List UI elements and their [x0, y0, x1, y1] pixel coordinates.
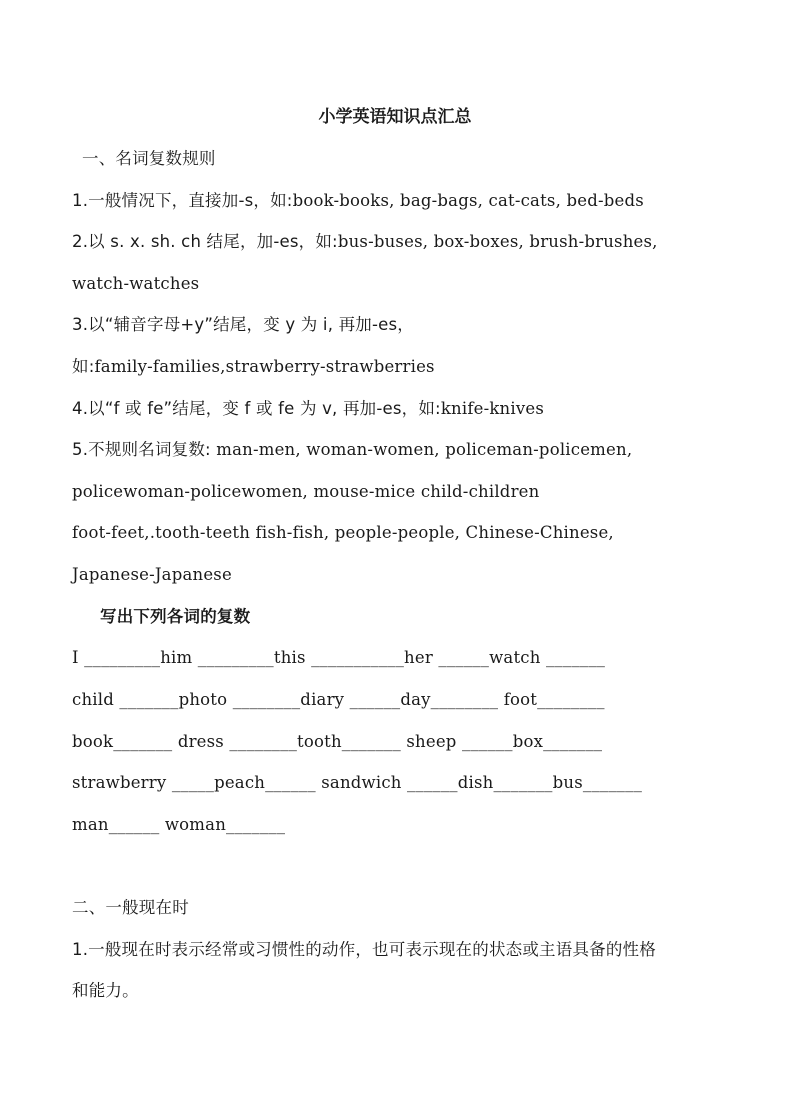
rule-2-examples-continued: watch-watches	[72, 274, 200, 293]
rule-1-lead: 1.一般情况下，直接加-s，如:	[72, 191, 293, 210]
rule-2-examples: bus-buses, box-boxes, brush-brushes,	[337, 232, 658, 251]
section-heading-present-simple: 二、一般现在时	[72, 898, 189, 917]
rule-4-examples: knife-knives	[440, 399, 545, 418]
rule-3-example-prefix: 如:	[72, 357, 95, 376]
present-simple-point-1-continued: 和能力。	[72, 981, 139, 1000]
exercise-line-5: man______ woman_______	[72, 815, 286, 834]
rule-2-continued	[72, 273, 199, 295]
exercise-line-3: book_______ dress ________tooth_______ sheep ______box_______	[72, 732, 603, 751]
rule-5-examples-continued-2: foot-feet,.tooth-teeth fish-fish, people-people, Chinese-Chinese,	[72, 523, 614, 542]
rule-2	[72, 231, 658, 253]
present-simple-point-1: 1.一般现在时表示经常或习惯性的动作，也可表示现在的状态或主语具备的性格	[72, 940, 656, 959]
rule-4-lead: 4.以“f 或 fe”结尾，变 f 或 fe 为 v, 再加-es，如:	[72, 399, 441, 418]
rule-1-examples: book-books, bag-bags, cat-cats, bed-beds	[292, 191, 644, 210]
exercise-heading: 写出下列各词的复数	[100, 607, 251, 626]
section-heading-noun-plurals: 一、名词复数规则	[82, 149, 216, 168]
rule-5-continued-2	[72, 522, 614, 544]
rule-3-examples-line	[72, 356, 435, 378]
rule-5	[72, 439, 632, 461]
page-title: 小学英语知识点汇总	[318, 107, 472, 127]
rule-5-lead: 5.不规则名词复数:	[72, 440, 217, 459]
exercise-line-4: strawberry _____peach______ sandwich ______dish_______bus_______	[72, 773, 643, 792]
rule-4	[72, 398, 544, 420]
rule-5-continued-1	[72, 481, 539, 503]
rule-5-examples: man-men, woman-women, policeman-policemen,	[216, 440, 633, 459]
rule-2-lead: 2.以 s. x. sh. ch 结尾，加-es，如:	[72, 232, 338, 251]
rule-1	[72, 190, 644, 212]
rule-3	[72, 314, 414, 336]
exercise-line-2: child _______photo ________diary ______day________ foot________	[72, 690, 605, 709]
rule-5-examples-continued-3: Japanese-Japanese	[72, 565, 232, 584]
rule-3-lead: 3.以“辅音字母+y”结尾，变 y 为 i, 再加-es，	[72, 315, 415, 334]
rule-3-examples: family-families,strawberry-strawberries	[94, 357, 435, 376]
rule-5-examples-continued-1: policewoman-policewomen, mouse-mice child-children	[72, 482, 540, 501]
exercise-line-1: I _________him _________this ___________her ______watch _______	[72, 648, 606, 667]
rule-5-continued-3	[72, 564, 232, 586]
